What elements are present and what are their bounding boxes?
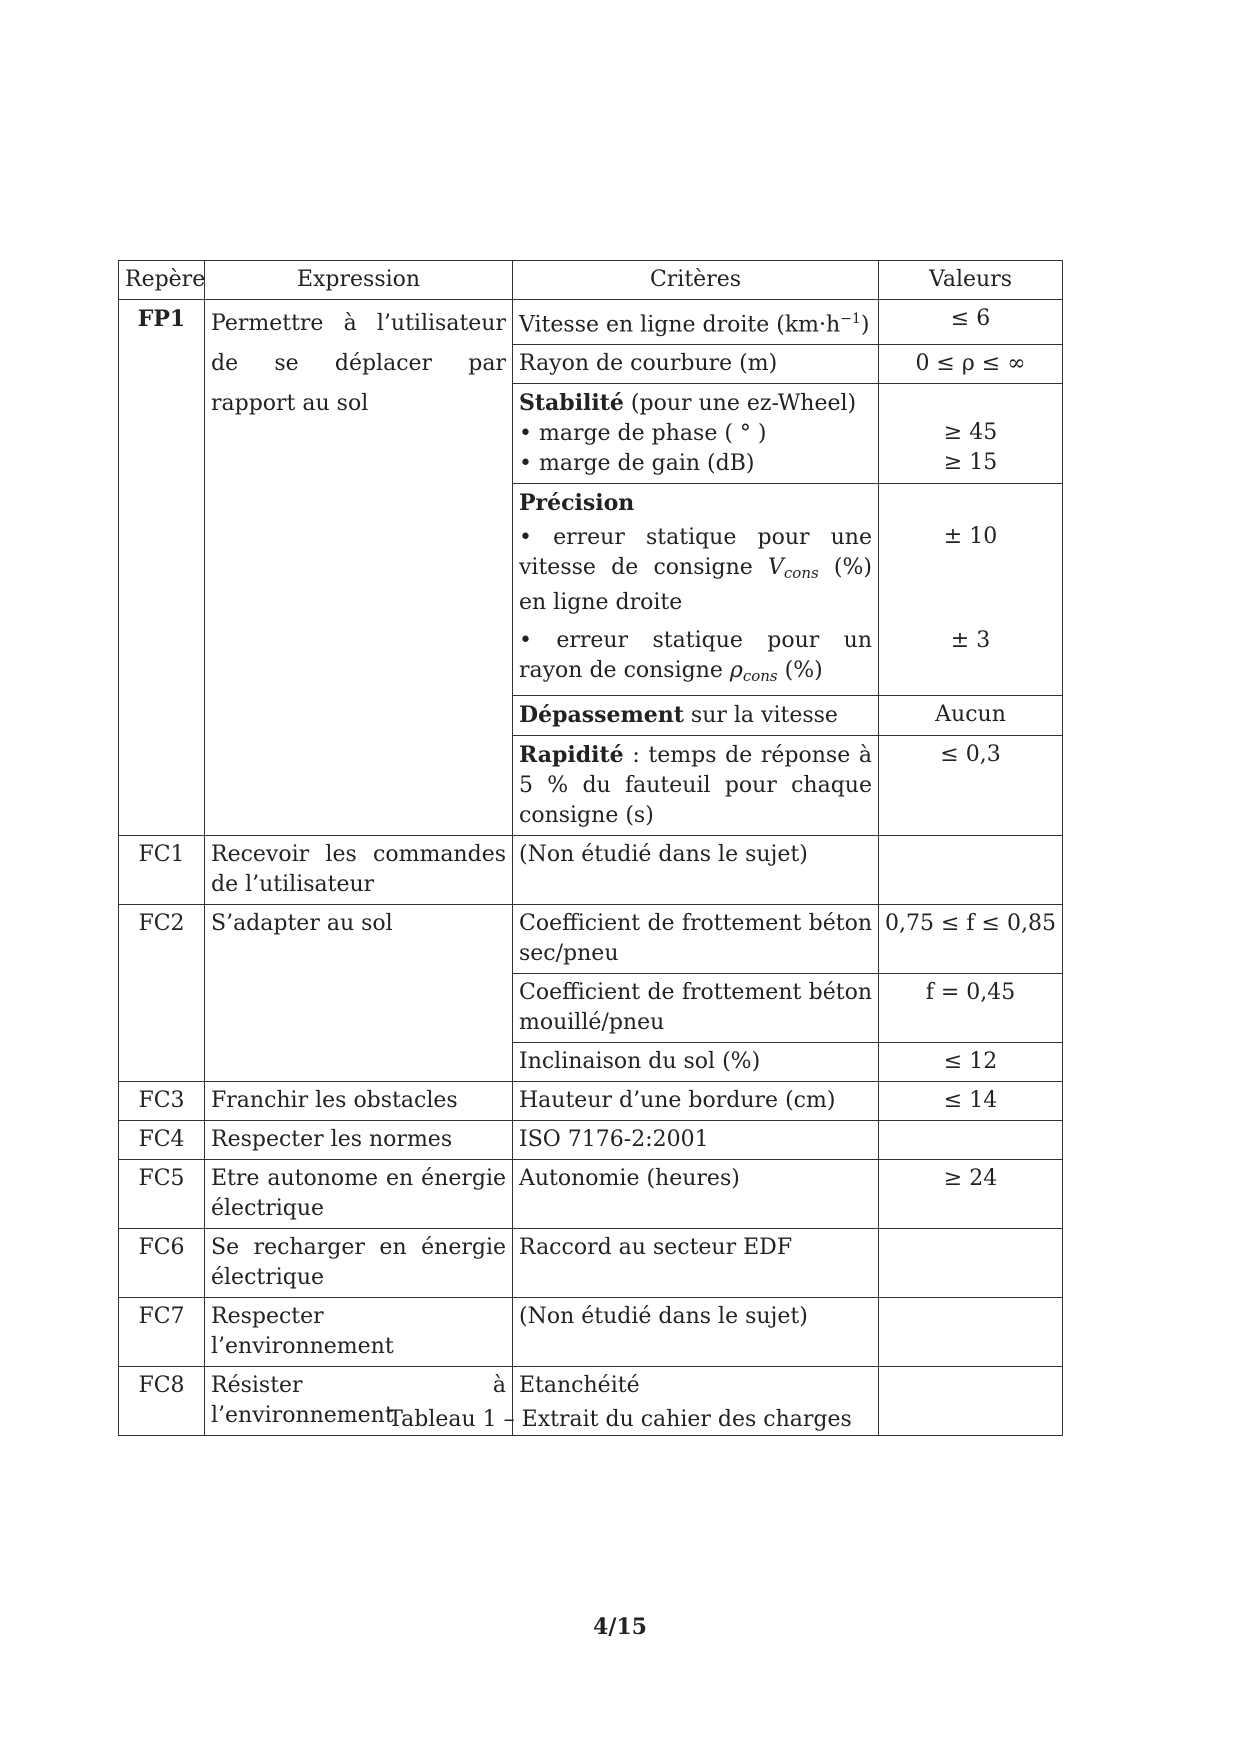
fc5-valeur: ≥ 24	[879, 1160, 1063, 1229]
fc6-expression: Se recharger en énergie électrique	[205, 1229, 513, 1298]
table-row	[119, 1082, 1063, 1121]
fp1-expression: Permettre à l’utilisateur de se déplacer par rapport au sol	[205, 300, 513, 836]
fc3-critere: Hauteur d’une bordure (cm)	[513, 1082, 879, 1121]
fp1-rayon-critere: Rayon de courbure (m)	[513, 345, 879, 384]
table-row	[119, 1121, 1063, 1160]
fc4-critere: ISO 7176-2:2001	[513, 1121, 879, 1160]
fp1-precision-critere: Précision • erreur statique pour une vitesse de consigne $V_{cons}$ (%) en ligne droite	[513, 484, 879, 623]
fc2-expression: S’adapter au sol	[205, 905, 513, 1082]
fc4-valeur	[879, 1121, 1063, 1160]
table-header-row	[119, 261, 1063, 300]
fp1-precision-rayon-valeur: ± 3	[879, 622, 1063, 696]
fc8-critere: Etanchéité	[513, 1367, 879, 1436]
fc1-critere: (Non étudié dans le sujet)	[513, 836, 879, 905]
table-row	[119, 836, 1063, 905]
header-valeurs: Valeurs	[879, 261, 1063, 300]
table-caption: Tableau 1 – Extrait du cahier des charges	[388, 1407, 852, 1432]
fc2-inclinaison-valeur: ≤ 12	[879, 1043, 1063, 1082]
fc5-expression: Etre autonome en énergie électrique	[205, 1160, 513, 1229]
fc4-repere: FC4	[119, 1121, 205, 1160]
table-row	[119, 1298, 1063, 1367]
page-number: 4/15	[593, 1614, 647, 1640]
fc6-critere: Raccord au secteur EDF	[513, 1229, 879, 1298]
fc6-repere: FC6	[119, 1229, 205, 1298]
table-row	[119, 1160, 1063, 1229]
fc8-expression: Résister à l’environnement	[205, 1367, 513, 1436]
fc7-valeur	[879, 1298, 1063, 1367]
fc3-expression: Franchir les obstacles	[205, 1082, 513, 1121]
fc1-expression: Recevoir les commandes de l’utilisateur	[205, 836, 513, 905]
header-criteres: Critères	[513, 261, 879, 300]
fp1-rayon-valeur: 0 ≤ ρ ≤ ∞	[879, 345, 1063, 384]
fc5-critere: Autonomie (heures)	[513, 1160, 879, 1229]
fc2-mouille-critere: Coefficient de frottement béton mouillé/pneu	[513, 974, 879, 1043]
fp1-depassement-critere: Dépassement sur la vitesse	[513, 696, 879, 736]
fc1-repere: FC1	[119, 836, 205, 905]
fc7-critere: (Non étudié dans le sujet)	[513, 1298, 879, 1367]
table-row	[119, 1229, 1063, 1298]
header-expression: Expression	[205, 261, 513, 300]
specification-table	[118, 260, 1063, 1436]
fp1-vitesse-critere: Vitesse en ligne droite $(km\cdot h^{-1})$	[513, 300, 879, 345]
fc7-expression: Respecter l’environnement	[205, 1298, 513, 1367]
table-row	[119, 300, 1063, 345]
fc2-sec-critere: Coefficient de frottement béton sec/pneu	[513, 905, 879, 974]
table-row	[119, 905, 1063, 974]
fp1-rapidite-critere: Rapidité : temps de réponse à 5 % du fauteuil pour chaque consigne (s)	[513, 736, 879, 836]
fp1-depassement-valeur: Aucun	[879, 696, 1063, 736]
fp1-precision-vitesse-valeur: ± 10	[879, 484, 1063, 623]
fp1-rapidite-valeur: ≤ 0,3	[879, 736, 1063, 836]
fc3-repere: FC3	[119, 1082, 205, 1121]
fp1-repere: FP1	[119, 300, 205, 836]
fc4-expression: Respecter les normes	[205, 1121, 513, 1160]
fc2-repere: FC2	[119, 905, 205, 1082]
fp1-vitesse-valeur: ≤ 6	[879, 300, 1063, 345]
fc2-sec-valeur: 0,75 ≤ f ≤ 0,85	[879, 905, 1063, 974]
fp1-stabilite-critere: Stabilité (pour une ez-Wheel) • marge de phase ( ° ) • marge de gain (dB)	[513, 384, 879, 484]
header-repere: Repère	[119, 261, 205, 300]
fp1-stabilite-valeur: ≥ 45 ≥ 15	[879, 384, 1063, 484]
fc1-valeur	[879, 836, 1063, 905]
fc8-repere: FC8	[119, 1367, 205, 1436]
fc3-valeur: ≤ 14	[879, 1082, 1063, 1121]
fc2-mouille-valeur: f = 0,45	[879, 974, 1063, 1043]
fp1-precision-rayon-critere: • erreur statique pour un rayon de consigne $\rho_{cons}$ (%)	[513, 622, 879, 696]
fc6-valeur	[879, 1229, 1063, 1298]
fc2-inclinaison-critere: Inclinaison du sol (%)	[513, 1043, 879, 1082]
fc7-repere: FC7	[119, 1298, 205, 1367]
fc5-repere: FC5	[119, 1160, 205, 1229]
